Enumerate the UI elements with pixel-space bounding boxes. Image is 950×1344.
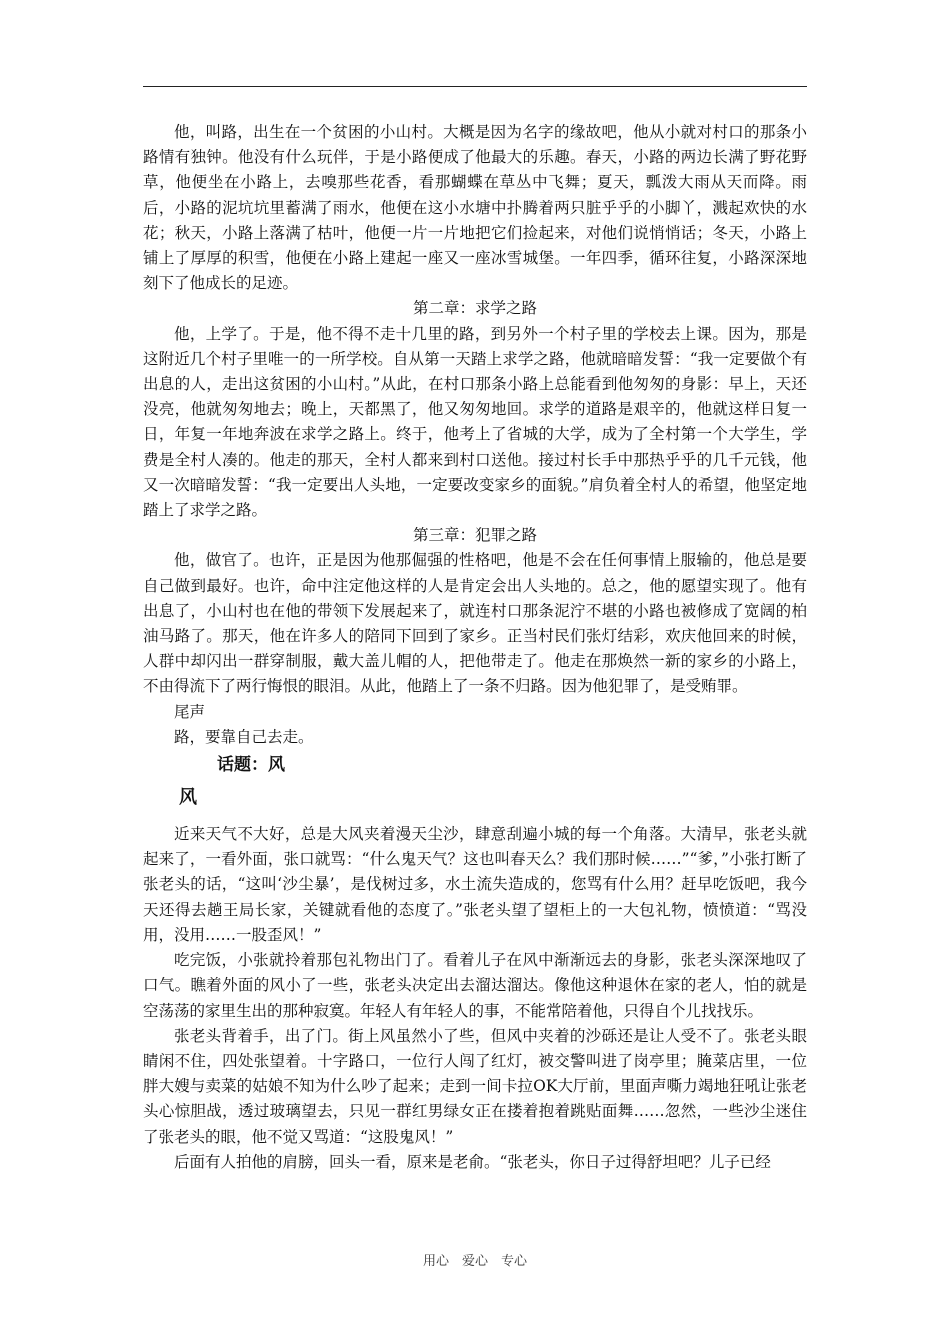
epilogue-heading: 尾声 bbox=[174, 702, 206, 721]
essay-paragraph-3: 张老头背着手，出了门。街上风虽然小了些，但风中夹着的沙砾还是让人受不了。张老头眼睛闲不住，四处张望着。十字路口，一位行人闯了红灯，被交警叫进了岗亭里；腌菜店里，一位胖大嫂与卖菜的姑娘不知为什么吵了起来；走到一间卡拉OK大厅前，里面声嘶力竭地狂吼让张老头心惊胆战，透过玻璃望去，只见一群红男绿女正在搂着抱着跳贴面舞……忽然，一些沙尘迷住了张老头的眼，他不觉又骂道：“这股鬼风！” bbox=[143, 1026, 807, 1146]
chapter-3-heading: 第三章：犯罪之路 bbox=[412, 526, 537, 545]
paragraph-study: 他，上学了。于是，他不得不走十几里的路，到另外一个村子里的学校去上课。因为，那是这附近几个村子里唯一的一所学校。自从第一天踏上求学之路，他就暗暗发誓：“我一定要做个有出息的人，走出这贫困的小山村。”从此，在村口那条小路上总能看到他匆匆的身影：早上，天还没亮，他就匆匆地去；晚上，天都黑了，他又匆匆地回。求学的道路是艰辛的，他就这样日复一日，年复一年地奔波在求学之路上。终于，他考上了省城的大学，成为了全村第一个大学生，学费是全村人凑的。他走的那天，全村人都来到村口送他。接过村长手中那热乎乎的几千元钱，他又一次暗暗发誓：“我一定要出人头地，一定要改变家乡的面貌。”肩负着全村人的希望，他坚定地踏上了求学之路。 bbox=[143, 324, 807, 520]
header-rule bbox=[143, 86, 807, 87]
essay-paragraph-4: 后面有人拍他的肩膀，回头一看，原来是老俞。“张老头，你日子过得舒坦吧？儿子已经 bbox=[174, 1152, 771, 1171]
page-footer: 用心 爱心 专心 bbox=[422, 1254, 527, 1269]
essay-paragraph-1: 近来天气不大好，总是大风夹着漫天尘沙，肆意刮遍小城的每一个角落。大清早，张老头就起来了，一看外面，张口就骂：“什么鬼天气？这也叫春天么？我们那时候……”“爹，”小张打断了张老头的话，“这叫‘沙尘暴’，是伐树过多，水土流失造成的，您骂有什么用？赶早吃饭吧，我今天还得去趟王局长家，关键就看他的态度了。”张老头望了望柜上的一大包礼物，愤愤道：“骂没用，没用……一股歪风！” bbox=[143, 825, 807, 944]
topic-label: 话题：风 bbox=[217, 755, 285, 776]
essay-title: 风 bbox=[179, 787, 197, 809]
paragraph-childhood: 他，叫路，出生在一个贫困的小山村。大概是因为名字的缘故吧，他从小就对村口的那条小路情有独钟。他没有什么玩伴，于是小路便成了他最大的乐趣。春天，小路的两边长满了野花野草，他便坐在小路上，去嗅那些花香，看那蝴蝶在草丛中飞舞；夏天，瓢泼大雨从天而降。雨后，小路的泥坑坑里蓄满了雨水，他便在这小水塘中扑腾着两只脏乎乎的小脚丫，溅起欢快的水花；秋天，小路上落满了枯叶，他便一片一片地把它们捡起来，对他们说悄悄话；冬天，小路上铺上了厚厚的积雪，他便在小路上建起一座又一座冰雪城堡。一年四季，循环往复，小路深深地刻下了他成长的足迹。 bbox=[143, 123, 807, 293]
epilogue-text: 路，要靠自己去走。 bbox=[174, 727, 314, 746]
chapter-2-heading: 第二章：求学之路 bbox=[412, 299, 537, 318]
essay-paragraph-2: 吃完饭，小张就拎着那包礼物出门了。看着儿子在风中渐渐远去的身影，张老头深深地叹了口气。瞧着外面的风小了一些，张老头决定出去溜达溜达。像他这种退休在家的老人，怕的就是空荡荡的家里生出的那种寂寞。年轻人有年轻人的事，不能常陪着他，只得自个儿找找乐。 bbox=[143, 951, 807, 1020]
paragraph-crime: 他，做官了。也许，正是因为他那倔强的性格吧，他是不会在任何事情上服输的，他总是要自己做到最好。也许，命中注定他这样的人是肯定会出人头地的。总之，他的愿望实现了。他有出息了，小山村也在他的带领下发展起来了，就连村口那条泥泞不堪的小路也被修成了宽阔的柏油马路了。那天，他在许多人的陪同下回到了家乡。正当村民们张灯结彩，欢庆他回来的时候，人群中却闪出一群穿制服，戴大盖儿帽的人，把他带走了。他走在那焕然一新的家乡的小路上，不由得流下了两行悔恨的眼泪。从此，他踏上了一条不归路。因为他犯罪了，是受贿罪。 bbox=[143, 551, 807, 696]
essay-body bbox=[143, 822, 807, 1175]
document-body bbox=[143, 120, 807, 1175]
